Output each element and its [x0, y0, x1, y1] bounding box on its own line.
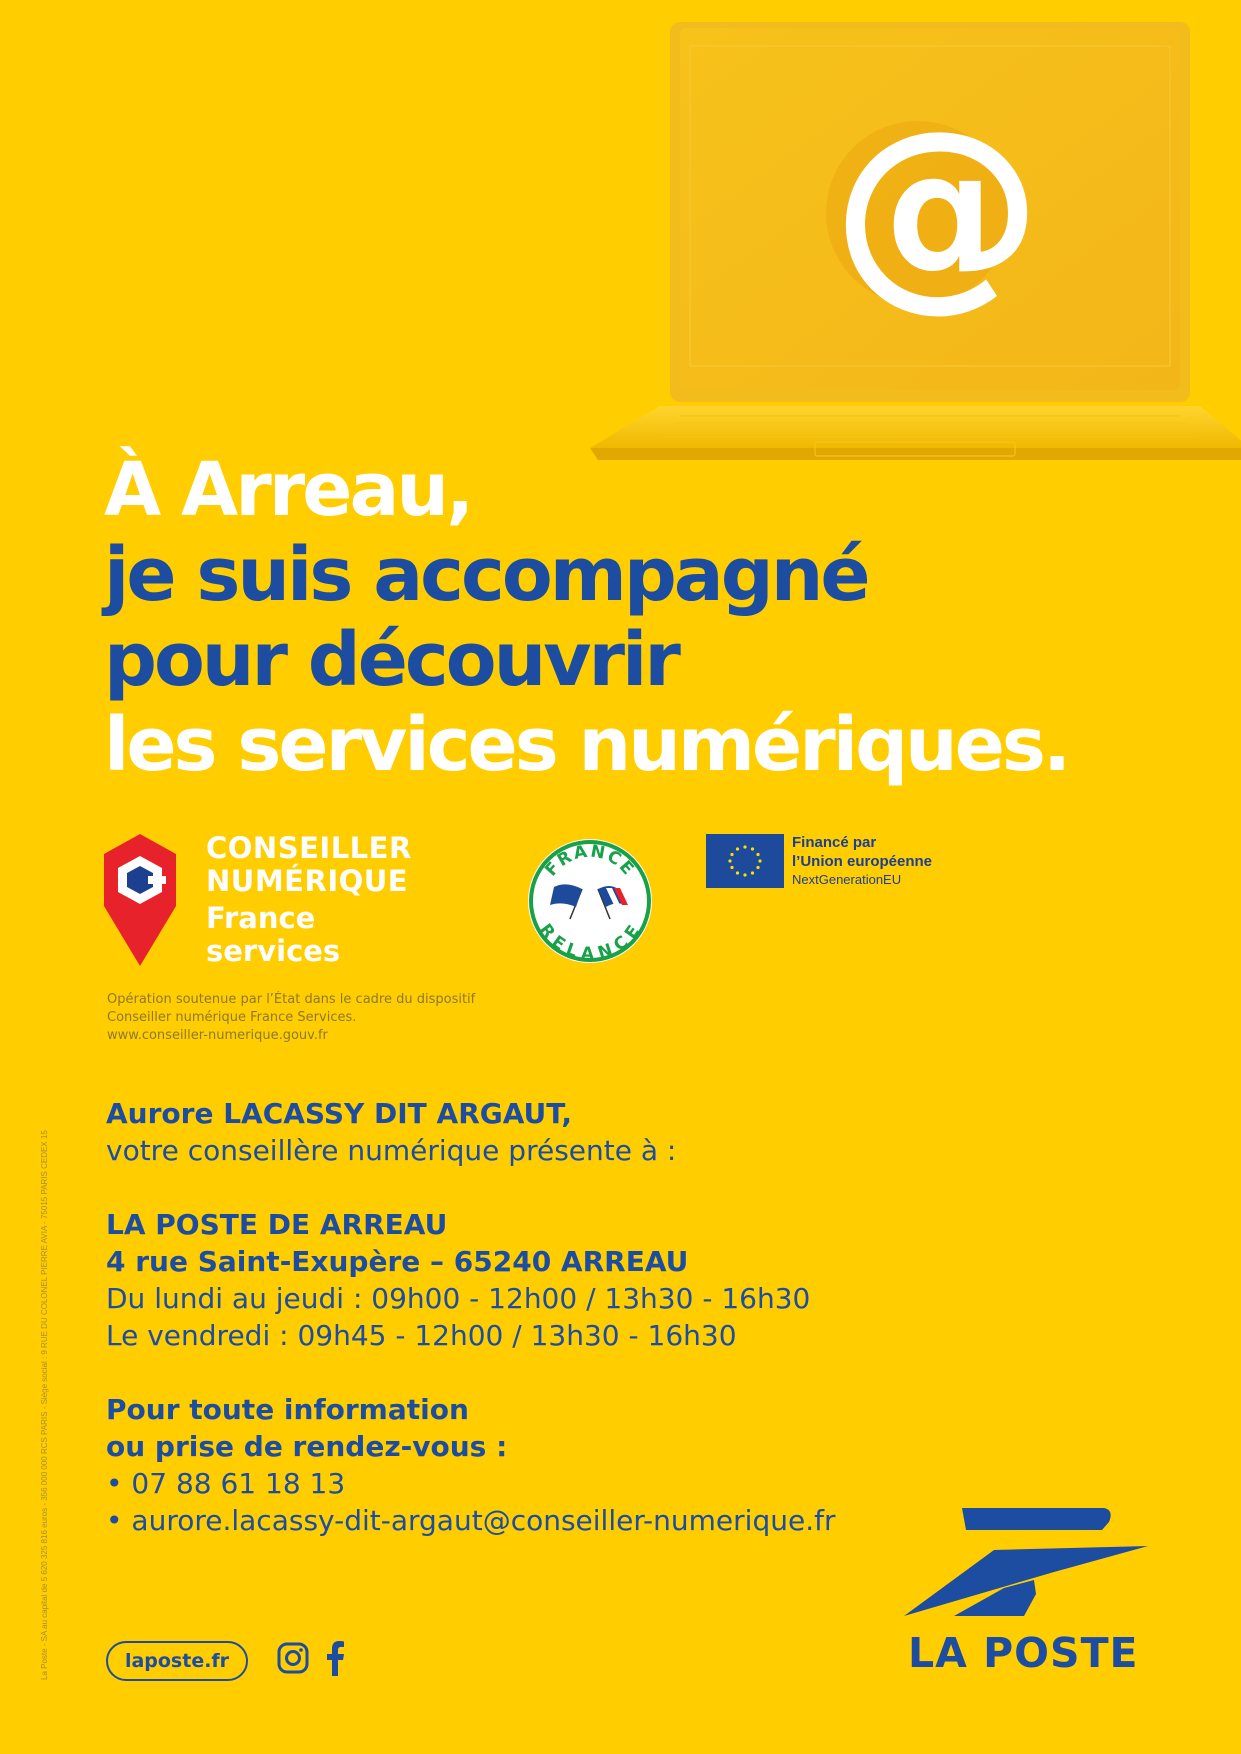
relance-top-text: FRANCE: [541, 841, 639, 881]
instagram-icon[interactable]: [277, 1642, 309, 1674]
cn-line-3: France: [206, 901, 316, 935]
cn-line-4: services: [206, 934, 341, 968]
note-line-2: Conseiller numérique France Services.: [107, 1010, 357, 1025]
eu-flag-icon: [706, 834, 784, 888]
cn-line-1: CONSEILLER: [206, 831, 412, 865]
info-heading-1: Pour toute information: [106, 1393, 469, 1426]
eu-line-3: NextGenerationEU: [792, 872, 902, 887]
headline-line-1: À Arreau,: [104, 447, 472, 533]
conseiller-numerique-logo-text: [206, 832, 412, 968]
conseiller-numerique-pin-icon: [104, 834, 176, 966]
eu-line-2: l’Union européenne: [792, 853, 933, 870]
email-address[interactable]: • aurore.lacassy-dit-argaut@conseiller-numerique.fr: [106, 1504, 836, 1537]
la-poste-bird-icon: [904, 1508, 1154, 1620]
eu-line-1: Financé par: [792, 834, 877, 851]
headline-line-2: je suis accompagné: [104, 532, 868, 618]
relance-bottom-text: RELANCE: [534, 920, 646, 965]
france-relance-logo: [526, 837, 654, 965]
headline: [104, 448, 1068, 788]
cn-line-2: NUMÉRIQUE: [206, 864, 409, 898]
contact-block: [106, 1095, 835, 1539]
laptop-illustration: [590, 18, 1241, 478]
place-name: LA POSTE DE ARREAU: [106, 1208, 448, 1241]
legal-mentions: La Poste - SA au capital de 5 620 325 816 euros - 356 000 000 RCS PARIS - Siège social : 9 RUE DU COLONEL PIERRE AVIA - 75015 PARIS CEDEX 15: [40, 1130, 49, 1680]
hours-weekdays: Du lundi au jeudi : 09h00 - 12h00 / 13h30 - 16h30: [106, 1282, 811, 1315]
support-note: [107, 991, 527, 1045]
note-line-1: Opération soutenue par l’État dans le cadre du dispositif: [107, 992, 476, 1007]
advisor-name: Aurore LACASSY DIT ARGAUT,: [106, 1097, 573, 1130]
phone-number[interactable]: • 07 88 61 18 13: [106, 1467, 346, 1500]
website-link[interactable]: laposte.fr: [106, 1641, 248, 1681]
at-sign-icon: [826, 85, 1042, 330]
advisor-role: votre conseillère numérique présente à :: [106, 1134, 677, 1167]
headline-line-4: les services numériques.: [104, 702, 1069, 788]
info-heading-2: ou prise de rendez-vous :: [106, 1430, 508, 1463]
la-poste-wordmark: LA POSTE: [908, 1629, 1139, 1677]
address: 4 rue Saint-Exupère – 65240 ARREAU: [106, 1245, 689, 1278]
eu-funding-text: [792, 833, 932, 889]
svg-text:@: @: [832, 85, 1042, 330]
headline-line-3: pour découvrir: [104, 617, 678, 703]
facebook-icon[interactable]: [324, 1640, 346, 1676]
hours-friday: Le vendredi : 09h45 - 12h00 / 13h30 - 16h30: [106, 1319, 737, 1352]
note-url: www.conseiller-numerique.gouv.fr: [107, 1028, 328, 1043]
